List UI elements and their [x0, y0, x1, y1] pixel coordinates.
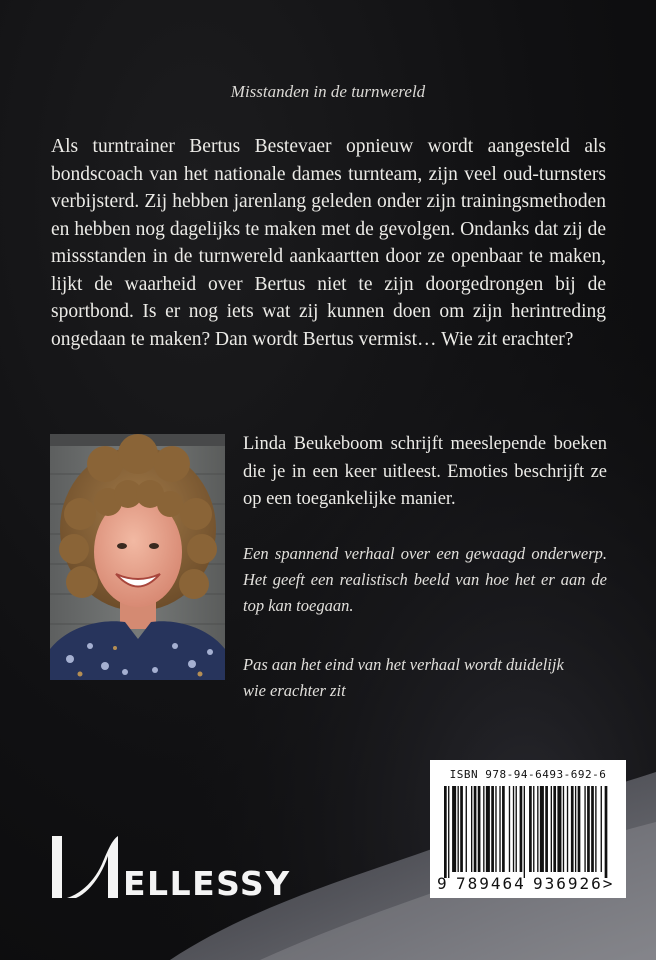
barcode-bar: [513, 786, 514, 872]
barcode-digits-right: [533, 874, 614, 893]
book-subtitle: Misstanden in de turnwereld: [230, 82, 426, 101]
barcode-bar: [499, 786, 500, 872]
barcode-bar: [509, 786, 510, 872]
barcode-bar: [529, 786, 532, 872]
barcode-bar: [551, 786, 552, 872]
publisher-name: ELLESSY: [123, 864, 291, 903]
barcode-bar: [458, 786, 459, 872]
isbn-label: ISBN 978-94-6493-692-6: [449, 768, 607, 781]
author-bio: [243, 431, 607, 514]
barcode-bar: [567, 786, 568, 872]
barcode-bar: [557, 786, 561, 872]
book-blurb: [51, 133, 606, 353]
barcode-bar: [452, 786, 456, 872]
barcode-bar: [540, 786, 544, 872]
barcode-bar: [601, 786, 602, 872]
barcode-bar: [466, 786, 467, 872]
barcode-bar: [495, 786, 496, 872]
barcode-bar: [584, 786, 585, 872]
barcode-bar: [591, 786, 594, 872]
barcode-quiet-mark: >: [602, 874, 615, 893]
review-quote-2-line1: Pas aan het eind van het verhaal wordt duidelijk: [243, 655, 564, 674]
barcode-bar: [587, 786, 590, 872]
barcode-bar: [605, 786, 608, 878]
barcode-bar: [524, 786, 525, 878]
barcode-bar: [545, 786, 548, 872]
barcode-digit-first: 9: [437, 874, 447, 893]
barcode-bar: [516, 786, 517, 872]
isbn-barcode: [430, 760, 626, 898]
barcode-bar: [448, 786, 449, 878]
barcode-bar: [578, 786, 581, 872]
barcode-bar: [486, 786, 490, 872]
barcode-bar: [563, 786, 564, 872]
barcode-bar: [474, 786, 477, 872]
barcode-bar: [491, 786, 494, 872]
review-quote-1: Een spannend verhaal over een gewaagd onderwerp. Het geeft een realistisch beeld van hoe het er aan de top kan toegaan.: [243, 544, 607, 615]
barcode-bar: [595, 786, 596, 872]
barcode-bar: [444, 786, 447, 878]
blurb-text: Als turntrainer Bertus Bestevaer opnieuw wordt aangesteld als bondscoach van het nationale dames turnteam, zijn veel oud-turnsters verbijsterd. Zij hebben jarenlang geleden onder zijn trainingsmethoden en hebben nog dagelijks te maken met de gevolgen. Ondanks dat zij de missstanden in de turnwereld aankaartten door ze openbaar te maken, lijkt de waarheid over Bertus niet te zijn doorgedrongen bij de sportbond. Is er nog iets wat zij kunnen doen om zijn herintreding ongedaan te maken? Dan wordt Bertus vermist… Wie zit erachter?: [51, 136, 606, 350]
review-quote-2: [243, 652, 607, 704]
barcode-bar: [575, 786, 576, 872]
barcode-bar: [571, 786, 574, 872]
barcode-bar: [478, 786, 481, 872]
author-bio-text: Linda Beukeboom schrijft meeslepende boeken die je in een keer uitleest. Emoties beschrijft ze op een toegankelijke manier.: [243, 434, 607, 509]
barcode-digits-right-value: 936926: [533, 874, 603, 893]
barcode-bar: [502, 786, 505, 872]
barcode-bar: [520, 786, 523, 872]
barcode-bar: [483, 786, 484, 872]
barcode-bar: [537, 786, 538, 872]
author-photo: [50, 434, 225, 680]
barcode-bar: [553, 786, 556, 872]
barcode-bar: [533, 786, 534, 872]
author-portrait-icon: [50, 434, 225, 680]
review-quote-2-line2: wie erachter zit: [243, 681, 346, 700]
barcode-digits-left: 789464: [456, 874, 526, 893]
barcode-bar: [471, 786, 472, 872]
barcode-bar: [460, 786, 463, 872]
